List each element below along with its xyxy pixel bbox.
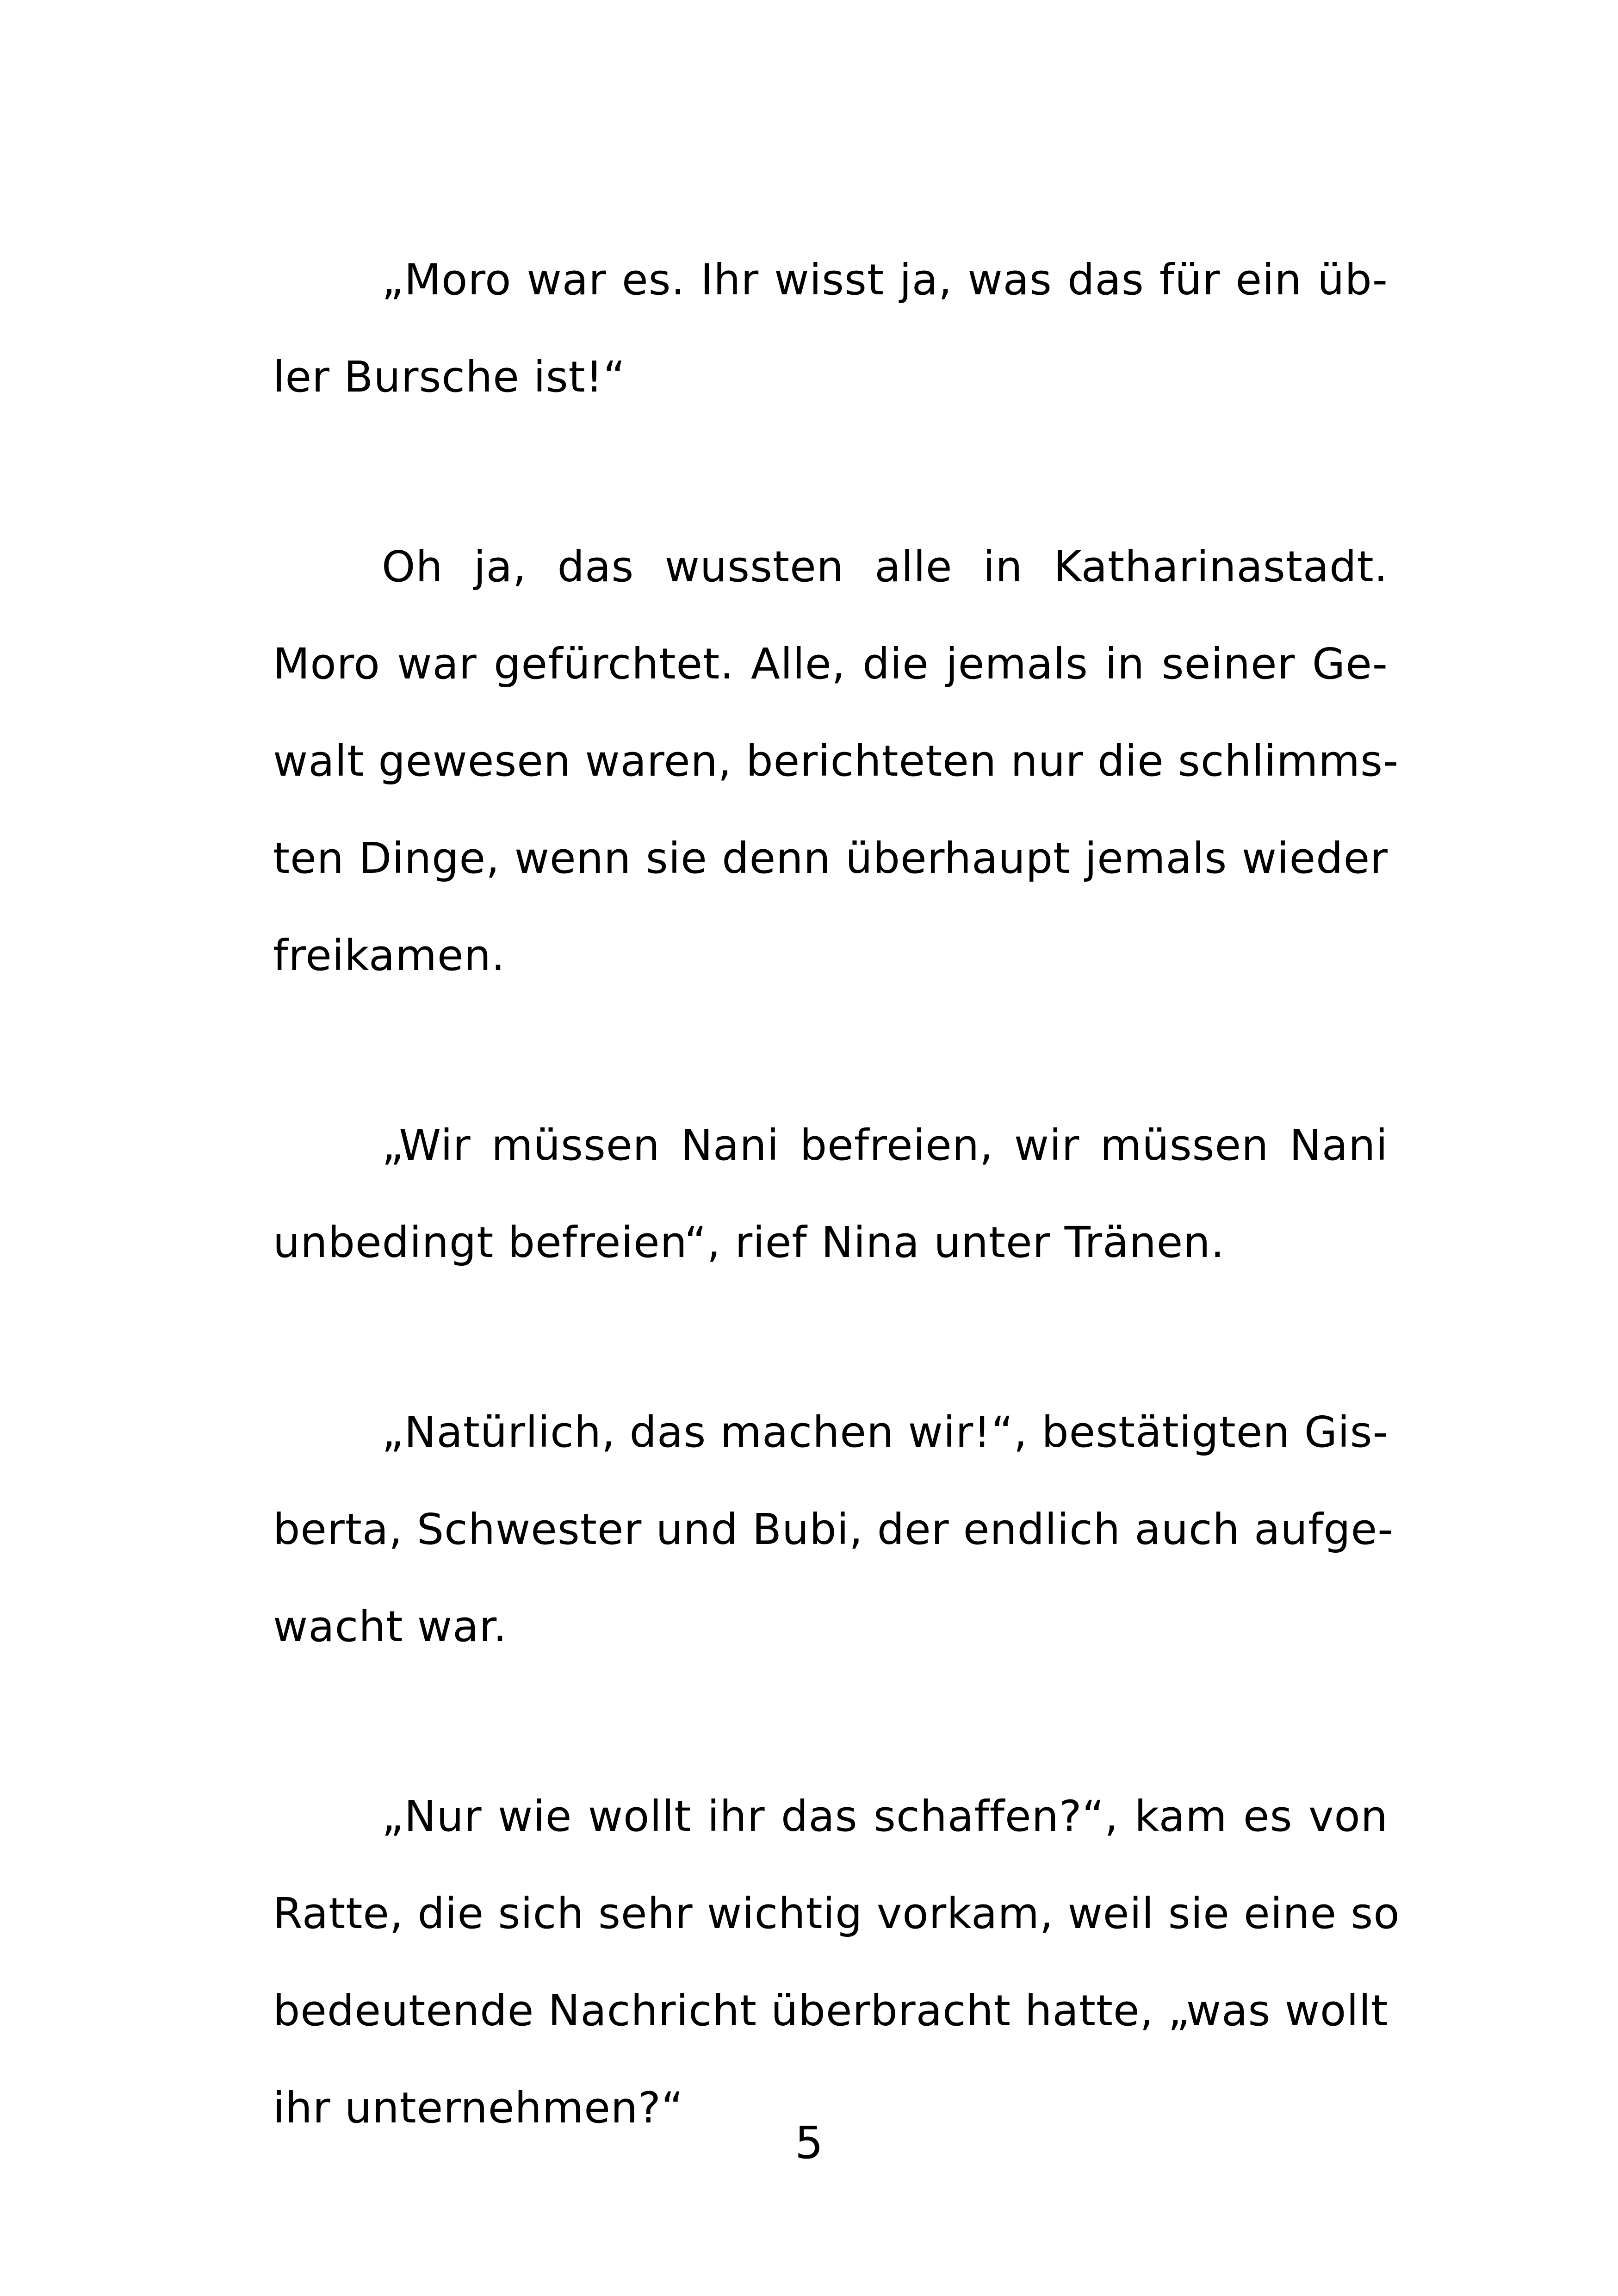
text-line: bedeutende Nachricht überbracht hatte, „was wollt	[273, 1986, 1389, 2035]
text-line: Ratte, die sich sehr wichtig vorkam, weil sie eine so	[273, 1889, 1400, 1938]
text-line: Moro war gefürchtet. Alle, die jemals in seiner Ge-	[273, 639, 1388, 689]
text-line: unbedingt befreien“, rief Nina unter Tränen.	[273, 1218, 1225, 1267]
text-line: walt gewesen waren, berichteten nur die schlimms-	[273, 736, 1399, 786]
text-line: ler Bursche ist!“	[273, 352, 626, 402]
text-line: ten Dinge, wenn sie denn überhaupt jemals wieder	[273, 834, 1388, 883]
paragraph	[273, 231, 1388, 426]
paragraph	[273, 1768, 1400, 2157]
text-line: „Natürlich, das machen wir!“, bestätigten Gis-	[382, 1407, 1389, 1457]
paragraph	[273, 1097, 1388, 1291]
page-number: 5	[794, 2117, 824, 2169]
text-line: „Moro war es. Ihr wisst ja, was das für ein üb-	[382, 255, 1388, 305]
text-line: Oh ja, das wussten alle in Katharinastadt.	[382, 542, 1388, 591]
text-line: freikamen.	[273, 931, 506, 980]
text-line: ihr unternehmen?“	[273, 2083, 684, 2133]
text-line: „Wir müssen Nani befreien, wir müssen Nani	[382, 1120, 1388, 1170]
text-line: „Nur wie wollt ihr das schaffen?“, kam es von	[382, 1792, 1388, 1841]
paragraph	[273, 1384, 1394, 1675]
text-line: wacht war.	[273, 1602, 508, 1651]
paragraph	[273, 518, 1399, 1004]
text-line: berta, Schwester und Bubi, der endlich auch aufge-	[273, 1505, 1394, 1554]
body-text	[273, 231, 1400, 2249]
